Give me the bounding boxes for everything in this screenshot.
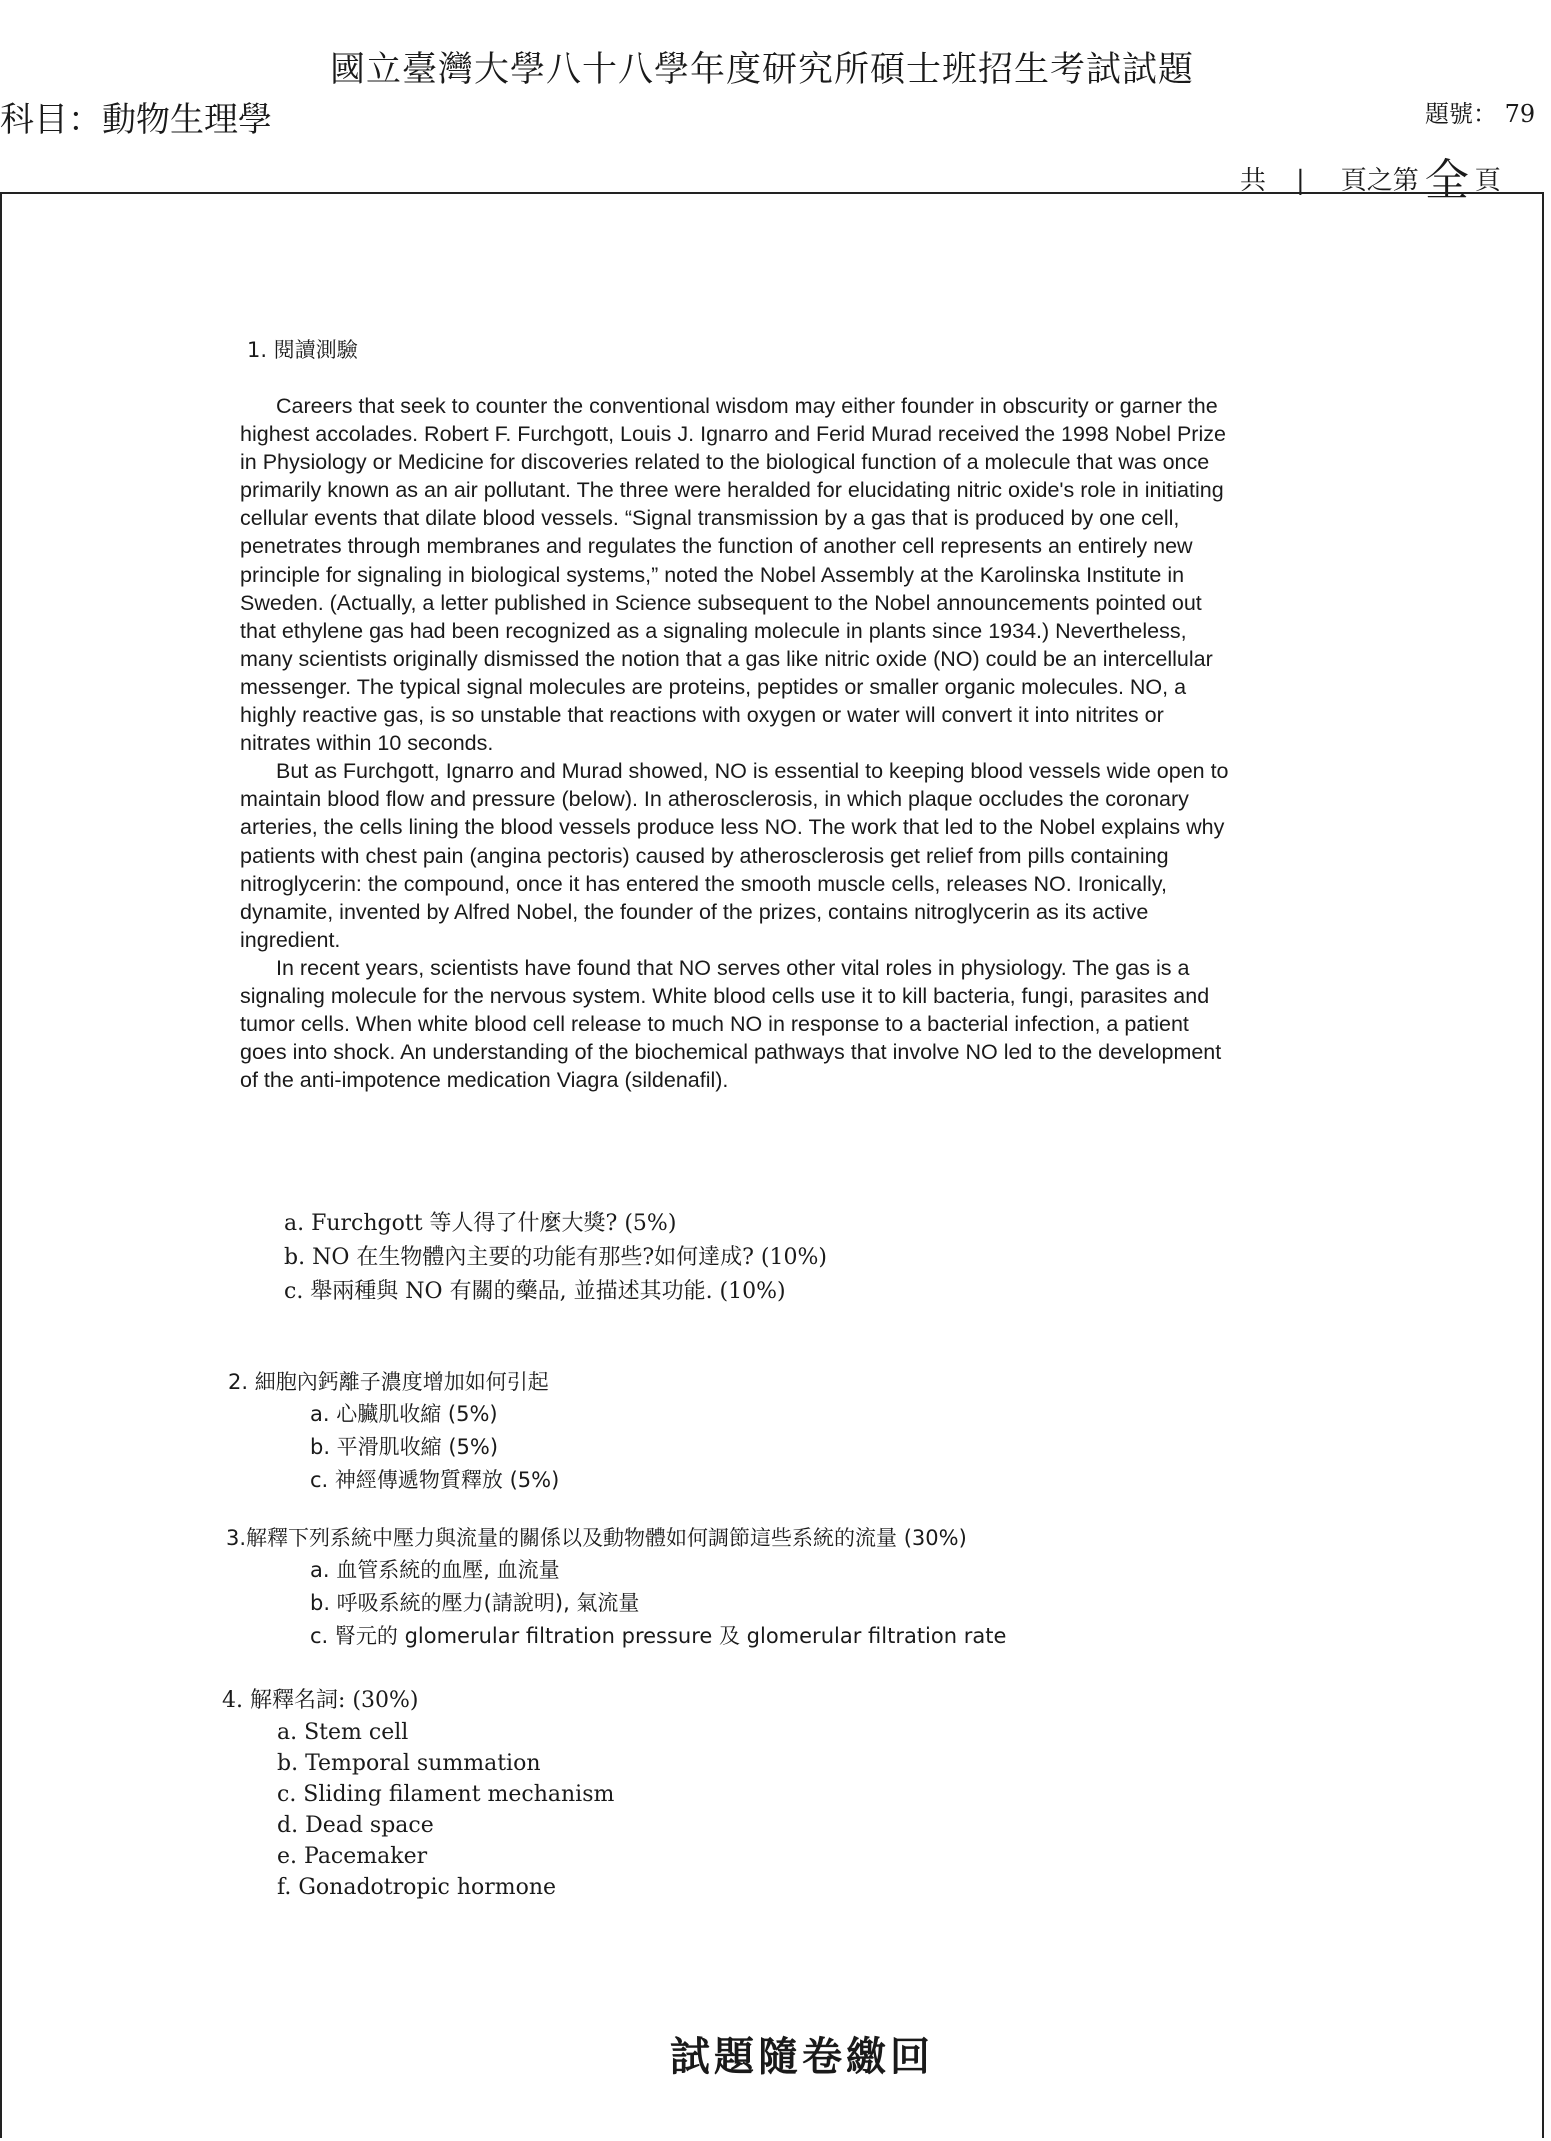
question-number: 題號： 79 [1425, 100, 1536, 128]
section1-heading: 1. 閱讀測驗 [247, 338, 358, 362]
list-item: b. Temporal summation [277, 1751, 541, 1776]
passage-paragraph: In recent years, scientists have found that NO serves other vital roles in physiology. The gas is a signaling molecule for the nervous system. White blood cells use it to kill bacteria, fungi, parasites and tumor cells. When white blood cell release to much NO in response to a bacterial infection, a patient goes into shock. An understanding of the biochemical pathways that involve NO led to the development of the anti-impotence medication Viagra (sildenafil). [240, 955, 1222, 1093]
list-item: a. 心臟肌收縮 (5%) [310, 1402, 498, 1426]
question-item: c. 舉兩種與 NO 有關的藥品, 並描述其功能. (10%) [284, 1279, 786, 1304]
page-separator: | [1296, 166, 1305, 196]
list-item: c. Sliding filament mechanism [277, 1782, 615, 1807]
passage-paragraph: But as Furchgott, Ignarro and Murad showed, NO is essential to keeping blood vessels wide open to maintain blood flow and pressure (below). In atherosclerosis, in which plaque occludes the coronary arteries, the cells lining the blood vessels produce less NO. The work that led to the Nobel explains why patients with chest pain (angina pectoris) caused by atherosclerosis get relief from pills containing nitroglycerin: the compound, once it has entered the smooth muscle cells, releases NO. Ironically, dynamite, invented by Alfred Nobel, the founder of the prizes, contains nitroglycerin as its active ingredient. [240, 759, 1229, 952]
question-item: a. Furchgott 等人得了什麼大獎? (5%) [284, 1211, 677, 1236]
section1-questions [284, 1207, 827, 1309]
question-item: b. NO 在生物體內主要的功能有那些?如何達成? (10%) [284, 1245, 827, 1270]
page-all: 全 [1424, 155, 1469, 206]
passage-paragraph: Careers that seek to counter the conventional wisdom may either founder in obscurity or garner the highest accolades. Robert F. Furchgott, Louis J. Ignarro and Ferid Murad received the 1998 Nobel Prize in Physiology or Medicine for discoveries related to the biological function of a molecule that was once primarily known as an air pollutant. The three were heralded for elucidating nitric oxide's role in initiating cellular events that dilate blood vessels. “Signal transmission by a gas that is produced by one cell, penetrates through membranes and regulates the function of another cell represents an entirely new principle for signaling in biological systems,” noted the Nobel Assembly at the Karolinska Institute in Sweden. (Actually, a letter published in Science subsequent to the Nobel announcements pointed out that ethylene gas had been recognized as a signaling molecule in plants since 1934.) Nevertheless, many scientists originally dismissed the notion that a gas like nitric oxide (NO) could be an intercellular messenger. The typical signal molecules are proteins, peptides or smaller organic molecules. NO, a highly reactive gas, is so unstable that reactions with oxygen or water will convert it into nitrites or nitrates within 10 seconds. [240, 394, 1226, 756]
list-item: e. Pacemaker [277, 1844, 428, 1869]
page-end-label: 頁 [1474, 166, 1501, 196]
section2-heading: 2. 細胞內鈣離子濃度增加如何引起 [228, 1370, 549, 1394]
section3-items [310, 1554, 1006, 1653]
list-item: f. Gonadotropic hormone [277, 1875, 557, 1900]
list-item: c. 神經傳遞物質釋放 (5%) [310, 1468, 560, 1492]
list-item: b. 平滑肌收縮 (5%) [310, 1435, 499, 1459]
list-item: c. 腎元的 glomerular filtration pressure 及 glomerular filtration rate [310, 1624, 1007, 1648]
page-total-label: 共 [1240, 166, 1267, 196]
list-item: d. Dead space [277, 1813, 434, 1838]
exam-title: 國立臺灣大學八十八學年度研究所碩士班招生考試試題 [330, 50, 1195, 90]
list-item: a. 血管系統的血壓, 血流量 [310, 1558, 560, 1582]
page-of-label: 頁之第 [1340, 166, 1419, 196]
reading-passage [240, 392, 1240, 1094]
return-paper-stamp: 試題隨卷繳回 [670, 2033, 934, 2080]
list-item: a. Stem cell [277, 1720, 409, 1745]
section3-heading: 3.解釋下列系統中壓力與流量的關係以及動物體如何調節這些系統的流量 (30%) [226, 1526, 967, 1550]
section4-heading: 4. 解釋名詞: (30%) [222, 1688, 419, 1713]
list-item: b. 呼吸系統的壓力(請說明), 氣流量 [310, 1591, 640, 1615]
section4-items [277, 1717, 614, 1903]
section2-items [310, 1398, 559, 1497]
subject-label: 科目：動物生理學 [0, 100, 272, 140]
